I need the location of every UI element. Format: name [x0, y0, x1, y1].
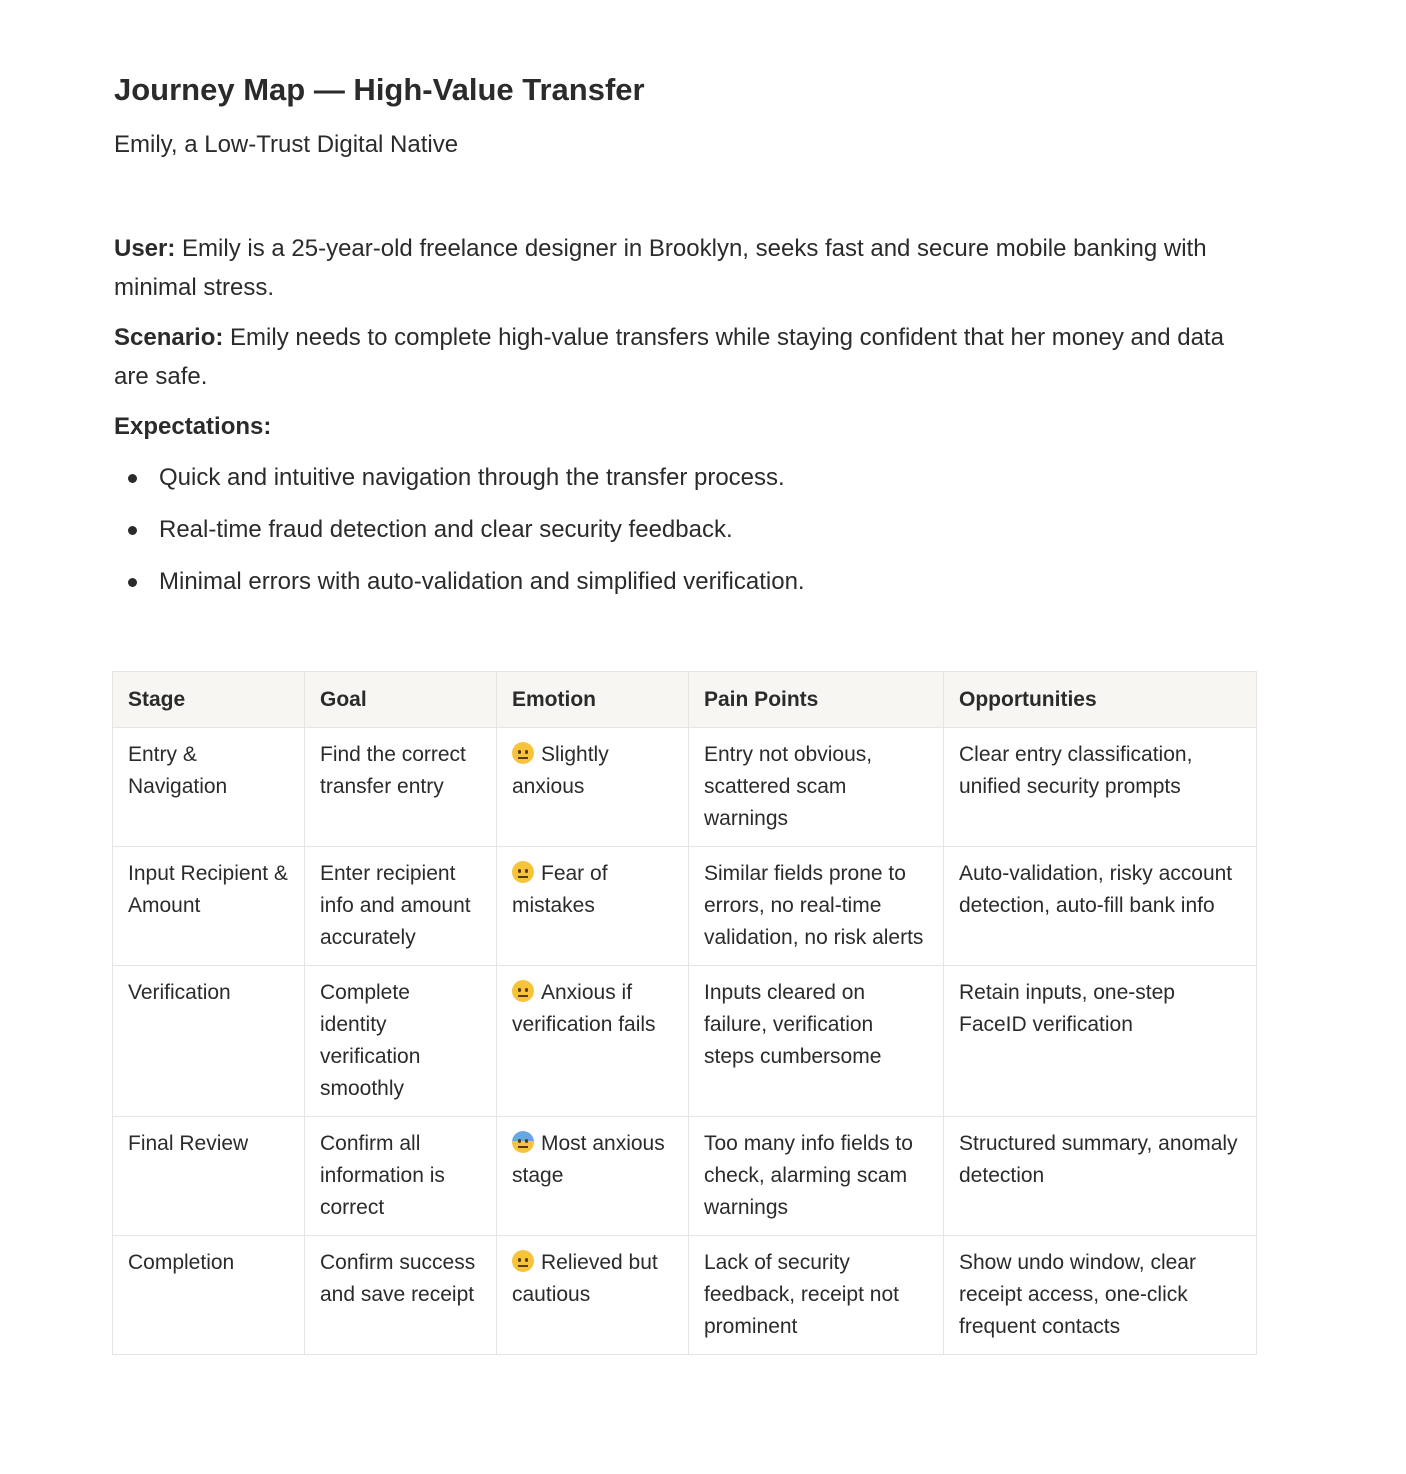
table-row: [113, 1117, 1257, 1236]
user-label: User:: [114, 235, 176, 262]
scenario-text: Emily needs to complete high-value transfers while staying confident that her money and data are safe.: [114, 324, 1224, 390]
relieved-face-icon: [512, 1250, 534, 1272]
bullet-icon: [128, 526, 137, 535]
expectations-heading: [114, 407, 1244, 446]
bullet-icon: [128, 578, 137, 587]
header-stage: Stage: [113, 672, 305, 728]
stage-cell: Final Review: [113, 1117, 305, 1236]
goal-cell: Complete identity verification smoothly: [305, 966, 497, 1117]
opportunity-cell: Clear entry classification, unified security prompts: [944, 728, 1257, 847]
stage-cell: Entry & Navigation: [113, 728, 305, 847]
table-row: [113, 1236, 1257, 1355]
list-item: [114, 510, 805, 562]
header-emotion: Emotion: [497, 672, 689, 728]
goal-cell: Confirm all information is correct: [305, 1117, 497, 1236]
stage-cell: Verification: [113, 966, 305, 1117]
expectations-list: [114, 458, 805, 614]
emotion-cell: [497, 1236, 689, 1355]
list-item-text: Minimal errors with auto-validation and simplified verification.: [159, 568, 805, 595]
persevering-face-icon: [512, 861, 534, 883]
list-item-text: Real-time fraud detection and clear security feedback.: [159, 516, 733, 543]
stage-cell: Completion: [113, 1236, 305, 1355]
list-item: [114, 458, 805, 510]
neutral-face-icon: [512, 742, 534, 764]
header-opportunities: Opportunities: [944, 672, 1257, 728]
opportunity-cell: Structured summary, anomaly detection: [944, 1117, 1257, 1236]
anxious-sweat-face-icon: [512, 1131, 534, 1153]
list-item-text: Quick and intuitive navigation through the transfer process.: [159, 464, 785, 491]
emotion-text: Anxious if verification fails: [512, 981, 656, 1036]
pain-cell: Entry not obvious, scattered scam warnings: [689, 728, 944, 847]
journey-map-table: [112, 671, 1257, 1355]
list-item: [114, 562, 805, 614]
table-row: [113, 728, 1257, 847]
table-row: [113, 966, 1257, 1117]
goal-cell: Confirm success and save receipt: [305, 1236, 497, 1355]
goal-cell: Enter recipient info and amount accurately: [305, 847, 497, 966]
scenario-label: Scenario:: [114, 324, 224, 351]
goal-cell: Find the correct transfer entry: [305, 728, 497, 847]
page-title: Journey Map — High-Value Transfer: [114, 72, 645, 107]
table-header-row: [113, 672, 1257, 728]
opportunity-cell: Retain inputs, one-step FaceID verification: [944, 966, 1257, 1117]
pain-cell: Similar fields prone to errors, no real-time validation, no risk alerts: [689, 847, 944, 966]
expectations-label: Expectations:: [114, 413, 272, 440]
pain-cell: Inputs cleared on failure, verification steps cumbersome: [689, 966, 944, 1117]
pain-cell: Lack of security feedback, receipt not prominent: [689, 1236, 944, 1355]
emotion-text: Relieved but cautious: [512, 1251, 658, 1306]
emotion-text: Slightly anxious: [512, 743, 609, 798]
user-paragraph: [114, 229, 1244, 307]
scenario-paragraph: [114, 318, 1244, 396]
user-text: Emily is a 25-year-old freelance designer in Brooklyn, seeks fast and secure mobile banking with minimal stress.: [114, 235, 1207, 301]
emotion-cell: [497, 728, 689, 847]
stage-cell: Input Recipient & Amount: [113, 847, 305, 966]
opportunity-cell: Auto-validation, risky account detection, auto-fill bank info: [944, 847, 1257, 966]
emotion-cell: [497, 966, 689, 1117]
page-subtitle: Emily, a Low-Trust Digital Native: [114, 131, 459, 158]
bullet-icon: [128, 474, 137, 483]
header-goal: Goal: [305, 672, 497, 728]
emotion-text: Most anxious stage: [512, 1132, 665, 1187]
table-row: [113, 847, 1257, 966]
emotion-cell: [497, 1117, 689, 1236]
emotion-cell: [497, 847, 689, 966]
header-pain-points: Pain Points: [689, 672, 944, 728]
tired-face-icon: [512, 980, 534, 1002]
opportunity-cell: Show undo window, clear receipt access, one-click frequent contacts: [944, 1236, 1257, 1355]
emotion-text: Fear of mistakes: [512, 862, 608, 917]
pain-cell: Too many info fields to check, alarming scam warnings: [689, 1117, 944, 1236]
